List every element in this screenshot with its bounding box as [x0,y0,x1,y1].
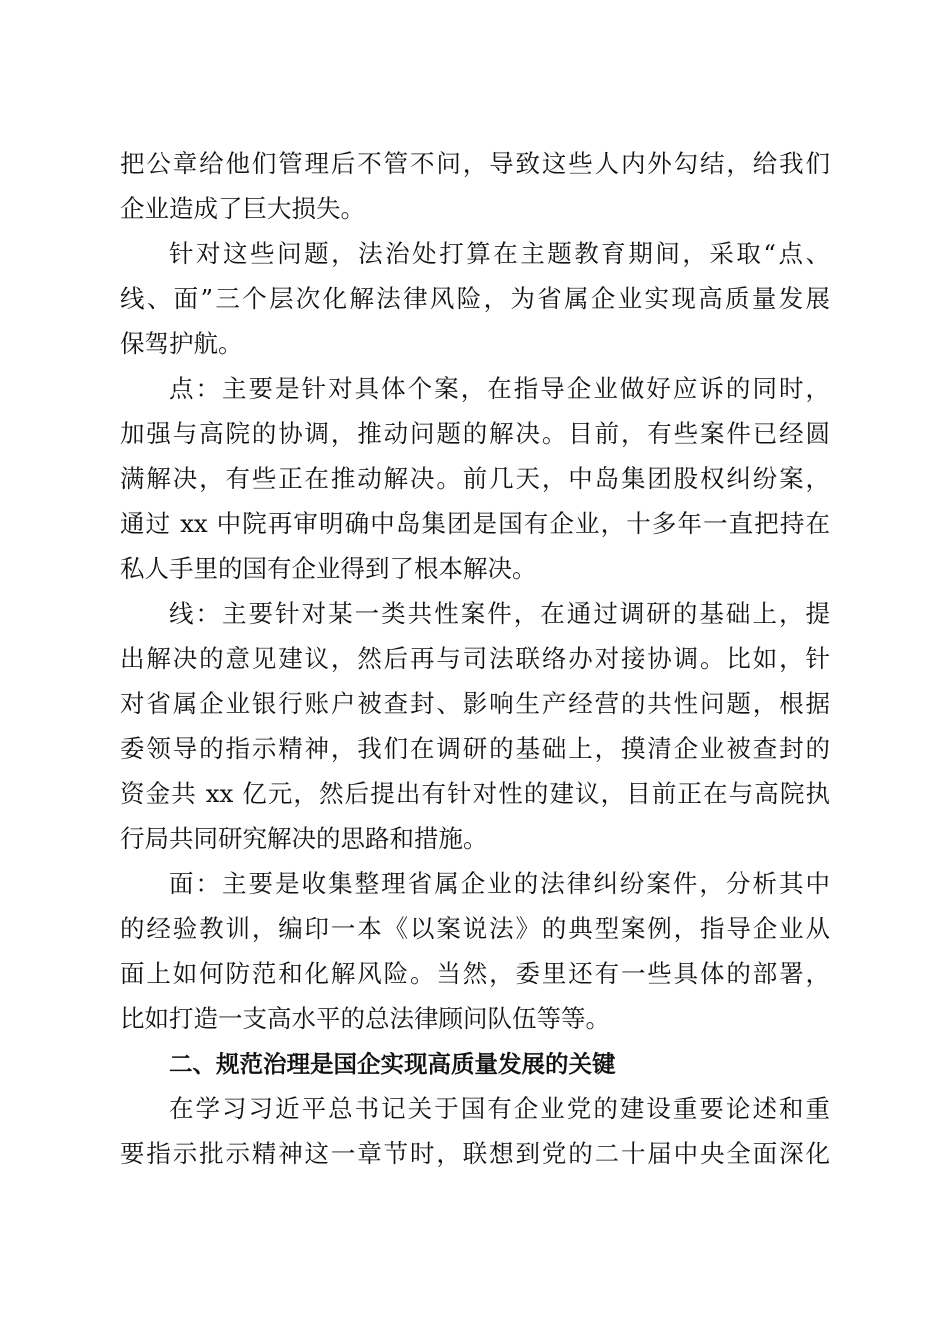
text-line: 加强与高院的协调，推动问题的解决。目前，有些案件已经圆 [120,419,830,448]
section-heading: 二、规范治理是国企实现高质量发展的关键 [169,1050,616,1078]
text-line: 比如打造一支高水平的总法律顾问队伍等等。 [120,1004,610,1033]
text-line: 线、面”三个层次化解法律风险，为省属企业实现高质量发展 [120,284,830,313]
text-line: 委领导的指示精神，我们在调研的基础上，摸清企业被查封的 [120,734,830,763]
text-line: 行局共同研究解决的思路和措施。 [120,824,488,853]
text-line: 出解决的意见建议，然后再与司法联络办对接协调。比如，针 [120,644,830,673]
text-line: 通过 xx 中院再审明确中岛集团是国有企业，十多年一直把持在 [120,509,830,538]
text-line: 面上如何防范和化解风险。当然，委里还有一些具体的部署， [120,959,830,988]
text-line: 满解决，有些正在推动解决。前几天，中岛集团股权纠纷案， [120,464,830,493]
text-line: 点：主要是针对具体个案，在指导企业做好应诉的同时， [169,374,830,403]
text-line: 要指示批示精神这一章节时，联想到党的二十届中央全面深化 [120,1139,830,1168]
text-line: 把公章给他们管理后不管不问，导致这些人内外勾结，给我们 [120,149,830,178]
text-line: 企业造成了巨大损失。 [120,194,365,223]
text-line: 线：主要针对某一类共性案件，在通过调研的基础上，提 [169,599,830,628]
text-line: 针对这些问题，法治处打算在主题教育期间，采取“点、 [169,239,830,268]
text-line: 保驾护航。 [120,329,243,358]
text-line: 的经验教训，编印一本《以案说法》的典型案例，指导企业从 [120,914,830,943]
text-line: 私人手里的国有企业得到了根本解决。 [120,554,537,583]
text-line: 面：主要是收集整理省属企业的法律纠纷案件，分析其中 [169,869,830,898]
text-line: 对省属企业银行账户被查封、影响生产经营的共性问题，根据 [120,689,830,718]
text-line: 资金共 xx 亿元，然后提出有针对性的建议，目前正在与高院执 [120,779,830,808]
text-line: 在学习习近平总书记关于国有企业党的建设重要论述和重 [169,1094,830,1123]
